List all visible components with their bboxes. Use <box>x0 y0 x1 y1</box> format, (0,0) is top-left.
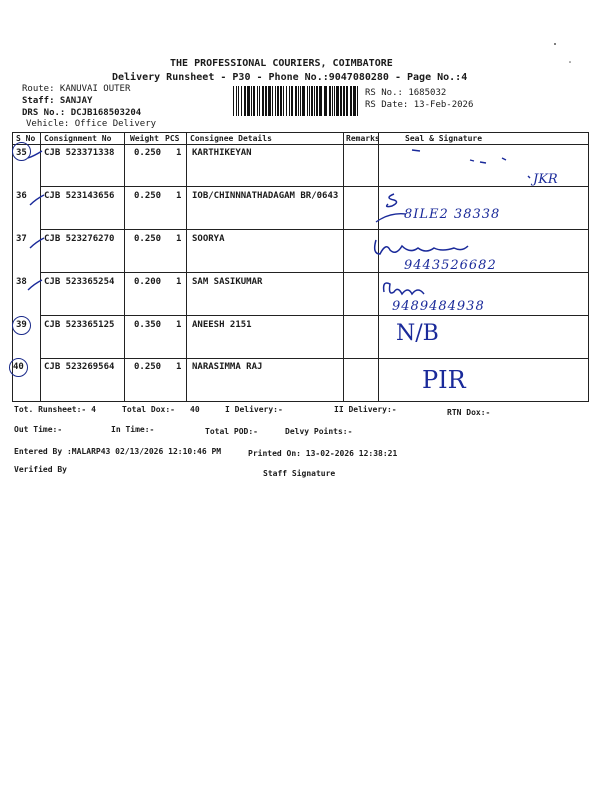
col-divider <box>588 132 589 402</box>
col-divider <box>343 132 344 402</box>
barcode-bar <box>316 86 318 116</box>
barcode-bar <box>307 86 308 116</box>
barcode-bar <box>291 86 293 116</box>
row-consignment: CJB 523269564 <box>44 362 115 372</box>
row-weight: 0.200 <box>134 277 162 287</box>
row-consignment: CJB 523276270 <box>44 234 115 244</box>
barcode-bar <box>353 86 356 116</box>
row-consignee: KARTHIKEYAN <box>192 148 252 158</box>
barcode-bar <box>329 86 331 116</box>
tick-mark <box>30 238 50 258</box>
barcode-bar <box>319 86 322 116</box>
row-sno: 35 <box>16 148 27 158</box>
barcode-bar <box>272 86 273 116</box>
row-sno: 36 <box>16 191 27 201</box>
row-sno: 40 <box>13 362 24 372</box>
row-divider <box>40 358 588 359</box>
signature-row-35: JKR <box>533 172 558 187</box>
row-sno: 38 <box>16 277 27 287</box>
out-time: Out Time:- <box>14 425 63 434</box>
barcode-bar <box>262 86 264 116</box>
barcode-bar <box>289 86 290 116</box>
barcode-bar <box>336 86 339 116</box>
signature-row-37: 9443526682 <box>404 258 497 273</box>
row-consignee: IOB/CHINNNATHADAGAM BR/0643 <box>192 191 339 201</box>
barcode-bar <box>350 86 352 116</box>
rs-no-label: RS No.: 1685032 <box>365 88 447 98</box>
scan-speck <box>553 42 557 46</box>
signature-row-36: 8ILE2 38338 <box>404 207 501 222</box>
total-dox-label: Total Dox:- <box>122 405 175 414</box>
barcode-bar <box>265 86 267 116</box>
col-header-consignment: Consignment No <box>44 134 112 143</box>
i-delivery: I Delivery:- <box>225 405 283 414</box>
row-consignment: CJB 523365125 <box>44 320 115 330</box>
barcode-bar <box>241 86 242 116</box>
total-dox-value: 40 <box>190 405 200 414</box>
company-title: THE PROFESSIONAL COURIERS, COIMBATORE <box>170 58 393 69</box>
row-pcs: 1 <box>176 277 182 287</box>
row-consignee: ANEESH 2151 <box>192 320 252 330</box>
barcode-bar <box>257 86 258 116</box>
barcode-bar <box>238 86 239 116</box>
row-divider <box>40 229 588 230</box>
barcode-bar <box>286 86 287 116</box>
barcode-bar <box>247 86 250 116</box>
row-weight: 0.250 <box>134 191 162 201</box>
row-pcs: 1 <box>176 362 182 372</box>
barcode-bar <box>343 86 345 116</box>
entered-by: Entered By :MALARP43 02/13/2026 12:10:46 PM <box>14 447 222 456</box>
col-header-sno: S No <box>16 134 36 143</box>
barcode-bar <box>280 86 282 116</box>
barcode-bar <box>251 86 252 116</box>
rs-date-label: RS Date: 13-Feb-2026 <box>365 100 474 110</box>
staff-signature: Staff Signature <box>263 469 336 478</box>
row-consignee: SAM SASIKUMAR <box>192 277 263 287</box>
barcode-bar <box>268 86 271 116</box>
row-consignment: CJB 523143656 <box>44 191 115 201</box>
row-pcs: 1 <box>176 191 182 201</box>
col-divider <box>124 132 125 402</box>
row-sno: 39 <box>16 320 27 330</box>
signature-scribble <box>410 148 550 188</box>
ii-delivery: II Delivery:- <box>334 405 397 414</box>
row-consignee: NARASIMMA RAJ <box>192 362 263 372</box>
barcode-bar <box>357 86 358 116</box>
row-weight: 0.250 <box>134 234 162 244</box>
table-top-border <box>12 132 588 133</box>
barcode-bar <box>332 86 333 116</box>
barcode-bar <box>253 86 255 116</box>
row-consignment: CJB 523371338 <box>44 148 115 158</box>
barcode-bar <box>340 86 342 116</box>
table-header-border <box>12 144 588 145</box>
drs-label: DRS No.: DCJB168503204 <box>22 108 142 118</box>
row-weight: 0.250 <box>134 362 162 372</box>
barcode-bar <box>314 86 315 116</box>
tick-mark <box>28 280 48 300</box>
vehicle-label: Vehicle: Office Delivery <box>26 119 157 129</box>
barcode-bar <box>233 86 234 116</box>
scan-speck <box>568 60 572 64</box>
row-weight: 0.250 <box>134 148 162 158</box>
col-header-weight: Weight <box>130 134 159 143</box>
verified-by: Verified By <box>14 465 67 474</box>
barcode <box>233 86 361 116</box>
row-pcs: 1 <box>176 148 182 158</box>
delvy-points: Delvy Points:- <box>285 427 353 436</box>
barcode-bar <box>302 86 305 116</box>
barcode-bar <box>236 86 237 116</box>
tot-runsheet: Tot. Runsheet:- 4 <box>14 405 96 414</box>
total-pod: Total POD:- <box>205 427 258 436</box>
rtn-dox: RTN Dox:- <box>447 408 491 417</box>
tick-mark <box>30 195 50 215</box>
barcode-bar <box>244 86 246 116</box>
barcode-bar <box>259 86 260 116</box>
route-label: Route: KANUVAI OUTER <box>22 84 131 94</box>
printed-on: Printed On: 13-02-2026 12:38:21 <box>248 449 398 458</box>
barcode-bar <box>334 86 335 116</box>
barcode-bar <box>300 86 301 116</box>
col-divider <box>40 132 41 402</box>
barcode-bar <box>324 86 327 116</box>
row-weight: 0.350 <box>134 320 162 330</box>
signature-row-38: 9489484938 <box>392 299 485 314</box>
barcode-bar <box>283 86 284 116</box>
barcode-bar <box>309 86 310 116</box>
col-header-consignee: Consignee Details <box>190 134 272 143</box>
tick-mark <box>28 150 48 170</box>
row-sno: 37 <box>16 234 27 244</box>
barcode-bar <box>311 86 313 116</box>
barcode-bar <box>298 86 299 116</box>
staff-label: Staff: SANJAY <box>22 96 93 106</box>
table-bottom-border <box>12 401 588 402</box>
barcode-bar <box>295 86 297 116</box>
signature-scribble <box>380 278 460 300</box>
col-header-pcs: PCS <box>165 134 180 143</box>
row-consignment: CJB 523365254 <box>44 277 115 287</box>
col-header-seal: Seal & Signature <box>405 134 483 143</box>
barcode-bar <box>346 86 348 116</box>
row-pcs: 1 <box>176 320 182 330</box>
barcode-bar <box>275 86 276 116</box>
row-divider <box>40 315 588 316</box>
in-time: In Time:- <box>111 425 155 434</box>
col-divider <box>186 132 187 402</box>
runsheet-title: Delivery Runsheet - P30 - Phone No.:9047080280 - Page No.:4 <box>112 72 468 83</box>
row-pcs: 1 <box>176 234 182 244</box>
signature-row-39: N/B <box>396 321 439 346</box>
signature-row-40: PIR <box>422 366 466 394</box>
col-divider <box>378 132 379 402</box>
barcode-bar <box>277 86 279 116</box>
col-header-remarks: Remarks <box>346 134 380 143</box>
row-consignee: SOORYA <box>192 234 225 244</box>
row-divider <box>40 272 588 273</box>
